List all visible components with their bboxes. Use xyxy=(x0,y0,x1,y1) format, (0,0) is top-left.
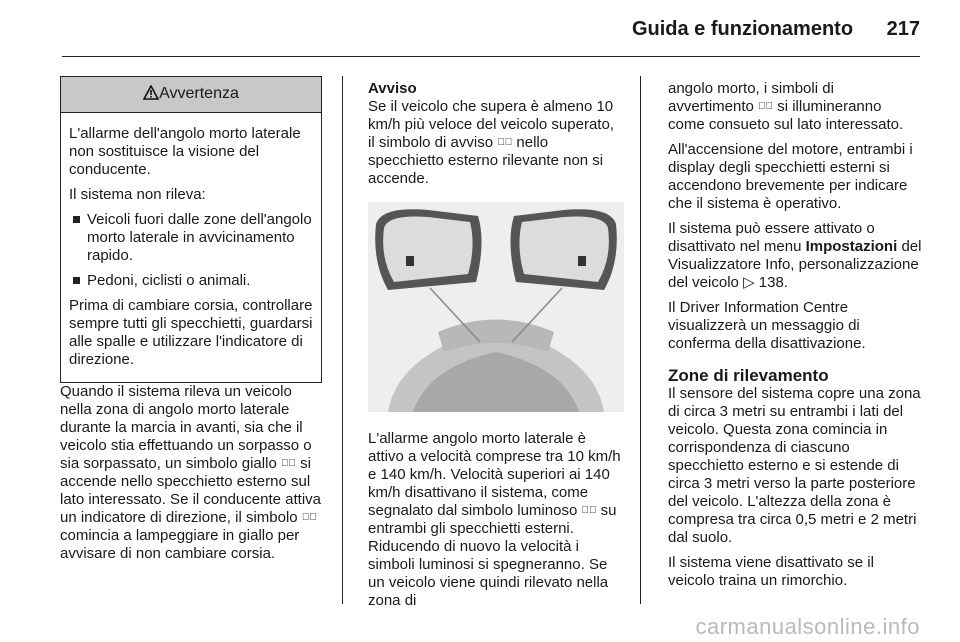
list-item: Veicoli fuori dalle zone dell'angolo morto laterale in avvicinamento rapido. xyxy=(69,211,315,265)
car-mirrors-image xyxy=(368,202,624,412)
body-paragraph: Il Driver Information Centre visualizzerà un messaggio di conferma della disattivazione. xyxy=(668,299,866,352)
body-paragraph xyxy=(368,430,624,610)
text-segment: nello specchietto esterno rilevante non si accende. xyxy=(368,134,604,187)
body-paragraph: Il sistema viene disattivato se il veicolo traina un rimorchio. xyxy=(668,554,874,589)
blind-spot-symbol-icon: ▞⃞ xyxy=(581,505,597,516)
column-middle xyxy=(368,80,624,617)
text-segment: Il sistema può essere attivato o disattivato nel menu xyxy=(668,220,875,255)
text-segment: Quando il sistema rileva un veicolo nella zona di angolo morto laterale durante la marcia in avanti, sia che il veicolo stia effettuando un sorpasso o sia sorpassato, un simbolo giallo xyxy=(60,383,312,472)
page-reference[interactable]: 138. xyxy=(758,274,788,291)
warning-text: L'allarme dell'angolo morto laterale non sostituisce la visione del conducente. xyxy=(69,125,301,178)
text-segment: su entrambi gli specchietti esterni. Riducendo di nuovo la velocità i simboli luminosi si spegneranno. Se un veicolo viene quindi rilevato nella zona di xyxy=(368,502,617,609)
blind-spot-symbol-icon: ▞⃞ xyxy=(497,137,513,148)
warning-text: Il sistema non rileva: xyxy=(69,186,206,203)
list-item: Pedoni, ciclisti o animali. xyxy=(69,272,315,290)
body-paragraph: Il sensore del sistema copre una zona di circa 3 metri su entrambi i lati del veicolo. Questa zona comincia in corrispondenza di ciascuno specchietto esterno e si estende di circa 3 metri verso la parte posteriore del veicolo. L'altezza della zona è compresa tra circa 0,5 metri e 2 metri dal suolo. xyxy=(668,385,921,546)
body-paragraph xyxy=(668,220,922,292)
page-number: 217 xyxy=(886,18,920,40)
blind-spot-symbol-icon: ▞⃞ xyxy=(758,101,774,112)
text-segment: si illumineranno come consueto sul lato interessato. xyxy=(668,98,904,133)
column-left xyxy=(60,76,324,570)
text-segment: angolo morto, i simboli di avvertimento xyxy=(668,80,834,115)
warning-triangle-icon xyxy=(143,85,159,100)
mirrors-illustration xyxy=(368,202,624,412)
warning-body xyxy=(61,113,321,382)
body-paragraph xyxy=(60,383,324,563)
column-right xyxy=(668,80,922,597)
section-title: Guida e funzionamento xyxy=(631,18,854,40)
menu-name: Impostazioni xyxy=(805,238,898,255)
note xyxy=(368,80,624,188)
blind-spot-symbol-icon: ▞⃞ xyxy=(301,512,317,523)
column-divider xyxy=(640,76,641,604)
body-paragraph: All'accensione del motore, entrambi i display degli specchietti esterni si accendono brevemente per indicare che il sistema è operativo. xyxy=(668,141,913,212)
body-paragraph xyxy=(668,80,922,134)
text-segment: del Visualizzatore Info, personalizzazione del veicolo xyxy=(668,238,922,291)
note-title: Avviso xyxy=(368,80,417,97)
page-reference-arrow-icon[interactable]: ▷ xyxy=(743,274,755,291)
header-rule xyxy=(62,56,920,57)
blind-spot-symbol-icon: ▞⃞ xyxy=(280,458,296,469)
text-segment: Se il veicolo che supera è almeno 10 km/h più veloce del veicolo superato, il simbolo di avviso xyxy=(368,98,614,151)
text-segment: si accende nello specchietto esterno sul lato interessato. Se il conducente attiva un indicatore di direzione, il simbolo xyxy=(60,455,321,526)
warning-list xyxy=(69,211,315,290)
section-heading: Zone di rilevamento xyxy=(668,366,829,385)
warning-header xyxy=(61,77,321,113)
text-segment: comincia a lampeggiare in giallo per avvisare di non cambiare corsia. xyxy=(60,527,300,562)
warning-title: Avvertenza xyxy=(159,85,239,102)
column-divider xyxy=(342,76,343,604)
watermark: carmanualsonline.info xyxy=(695,614,920,639)
text-segment: L'allarme angolo morto laterale è attivo a velocità comprese tra 10 km/h e 140 km/h. Velocità superiori ai 140 km/h disattivano il sistema, come segnalato dal simbolo luminoso xyxy=(368,430,621,519)
warning-text: Prima di cambiare corsia, controllare sempre tutti gli specchietti, guardarsi alle spalle e utilizzare l'indicatore di direzione. xyxy=(69,297,313,368)
warning-box xyxy=(60,76,322,383)
page-header xyxy=(632,18,920,41)
